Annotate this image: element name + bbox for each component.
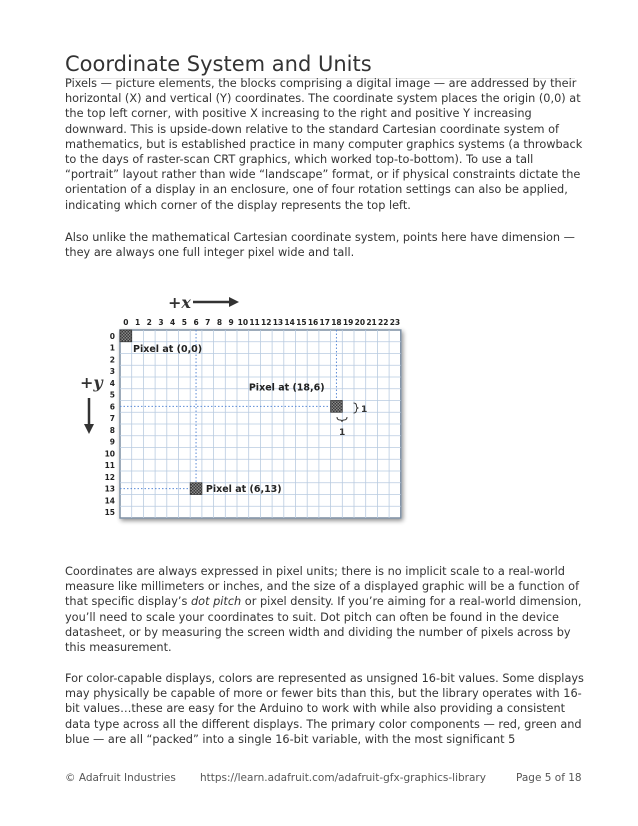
y-tick-label: 2 [109, 355, 115, 365]
x-tick-label: 18 [331, 318, 342, 327]
x-tick-label: 13 [272, 318, 284, 327]
x-tick-label: 4 [170, 318, 176, 327]
x-tick-label: 1 [134, 318, 141, 327]
pixel-label: Pixel at (18,6) [248, 382, 325, 394]
x-tick-label: 17 [319, 318, 330, 327]
x-tick-label: 21 [366, 318, 377, 327]
paragraph-pixel-units [65, 564, 585, 655]
y-tick-label: 4 [109, 378, 115, 388]
x-tick-label: 19 [342, 318, 354, 327]
y-tick-label: 3 [109, 367, 115, 377]
paragraph-pixels-intro: Pixels — picture elements, the blocks comprising a digital image — are addressed by their horizontal (X) and vertical (Y) coordinates. The coordinate system places the origin (0,0) at the top left corner, with positive X increasing to the right and positive Y increasing downward. This is upside-down relative to the standard Cartesian coordinate system of mathematics, but is established practice in many computer graphics systems (a throwback to the days of raster-scan CRT graphics, which worked top-to-bottom). To use a tall “portrait” layout rather than wide “landscape” format, or if physical constraints dictate the orientation of a display in an enclosure, one of four rotation settings can also be applied, indicating which corner of the display represents the top left. [65, 77, 583, 212]
x-tick-label: 0 [123, 318, 129, 327]
y-tick-label: 1 [109, 343, 115, 353]
x-axis-ticks [123, 318, 400, 327]
y-tick-label: 0 [109, 331, 115, 341]
coordinate-grid-figure [75, 292, 420, 532]
y-axis-ticks [105, 332, 115, 517]
y-tick-label: 13 [104, 484, 115, 494]
highlighted-pixel [331, 401, 343, 413]
footer-page-number: Page 5 of 18 [516, 772, 582, 784]
highlighted-pixel [190, 483, 202, 495]
x-tick-label: 22 [378, 318, 389, 327]
x-tick-label: 15 [296, 318, 307, 327]
x-tick-label: 6 [193, 318, 199, 327]
y-tick-label: 14 [104, 496, 115, 506]
y-axis-arrow-icon [84, 398, 94, 434]
x-tick-label: 5 [181, 318, 187, 327]
pixel-label: Pixel at (6,13) [205, 484, 282, 496]
highlighted-pixel [120, 330, 132, 342]
x-tick-label: 11 [249, 318, 260, 327]
x-tick-label: 3 [158, 318, 164, 327]
footer-copyright: © Adafruit Industries [65, 772, 176, 784]
y-tick-label: 11 [104, 461, 115, 471]
x-tick-label: 7 [205, 318, 211, 327]
pixel-label: Pixel at (0,0) [133, 344, 203, 355]
y-tick-label: 6 [109, 402, 115, 412]
paragraph-pixel-dimension: Also unlike the mathematical Cartesian coordinate system, points here have dimension — they are always one full integer pixel wide and tall. [65, 231, 575, 260]
x-tick-label: 10 [237, 318, 249, 327]
y-tick-label: 7 [109, 414, 115, 424]
footer-url-link[interactable]: https://learn.adafruit.com/adafruit-gfx-graphics-library [200, 772, 486, 784]
x-tick-label: 20 [354, 318, 366, 327]
p3-text-before: Coordinates are always expressed in pixel units; there is no implicit scale to a real-world measure like millimeters or inches, and the size of a displayed graphic will be a function of that specific display’s [65, 565, 580, 609]
x-tick-label: 23 [389, 318, 401, 327]
y-tick-label: 8 [109, 425, 115, 435]
y-tick-label: 9 [109, 437, 115, 447]
x-axis-arrow-icon [193, 297, 239, 307]
x-tick-label: 12 [261, 318, 272, 327]
y-tick-label: 12 [104, 472, 115, 482]
y-tick-label: 5 [109, 390, 115, 400]
paragraph-colors: For color-capable displays, colors are represented as unsigned 16-bit values. Some displays may physically be capable of more or fewer bits than this, but the library operates with 16-bit values…these are easy for the Arduino to work with while also providing a consistent data type across all the different displays. The primary color components — red, green and blue — are all “packed” into a single 16-bit variable, with the most significant 5 [65, 672, 584, 746]
dimension-label-h: 1 [361, 405, 368, 415]
y-axis-label: +y [80, 373, 103, 392]
x-axis-label: +x [168, 293, 191, 312]
x-tick-label: 16 [307, 318, 319, 327]
dot-pitch-emphasis: dot pitch [191, 595, 242, 609]
x-tick-label: 14 [284, 318, 295, 327]
x-tick-label: 9 [228, 318, 234, 327]
y-tick-label: 15 [104, 508, 115, 518]
y-tick-label: 10 [104, 449, 115, 459]
x-tick-label: 8 [216, 318, 223, 327]
dimension-label-v: 1 [339, 428, 346, 438]
x-tick-label: 2 [146, 318, 152, 327]
p3-text-after: or pixel density. If you’re aiming for a real-world dimension, you’ll need to scale your coordinates to suit. Dot pitch can often be found in the device datasheet, or by measuring the screen width and dividing the number of pixels across by this measurement. [65, 595, 582, 655]
page-title: Coordinate System and Units [65, 52, 575, 79]
